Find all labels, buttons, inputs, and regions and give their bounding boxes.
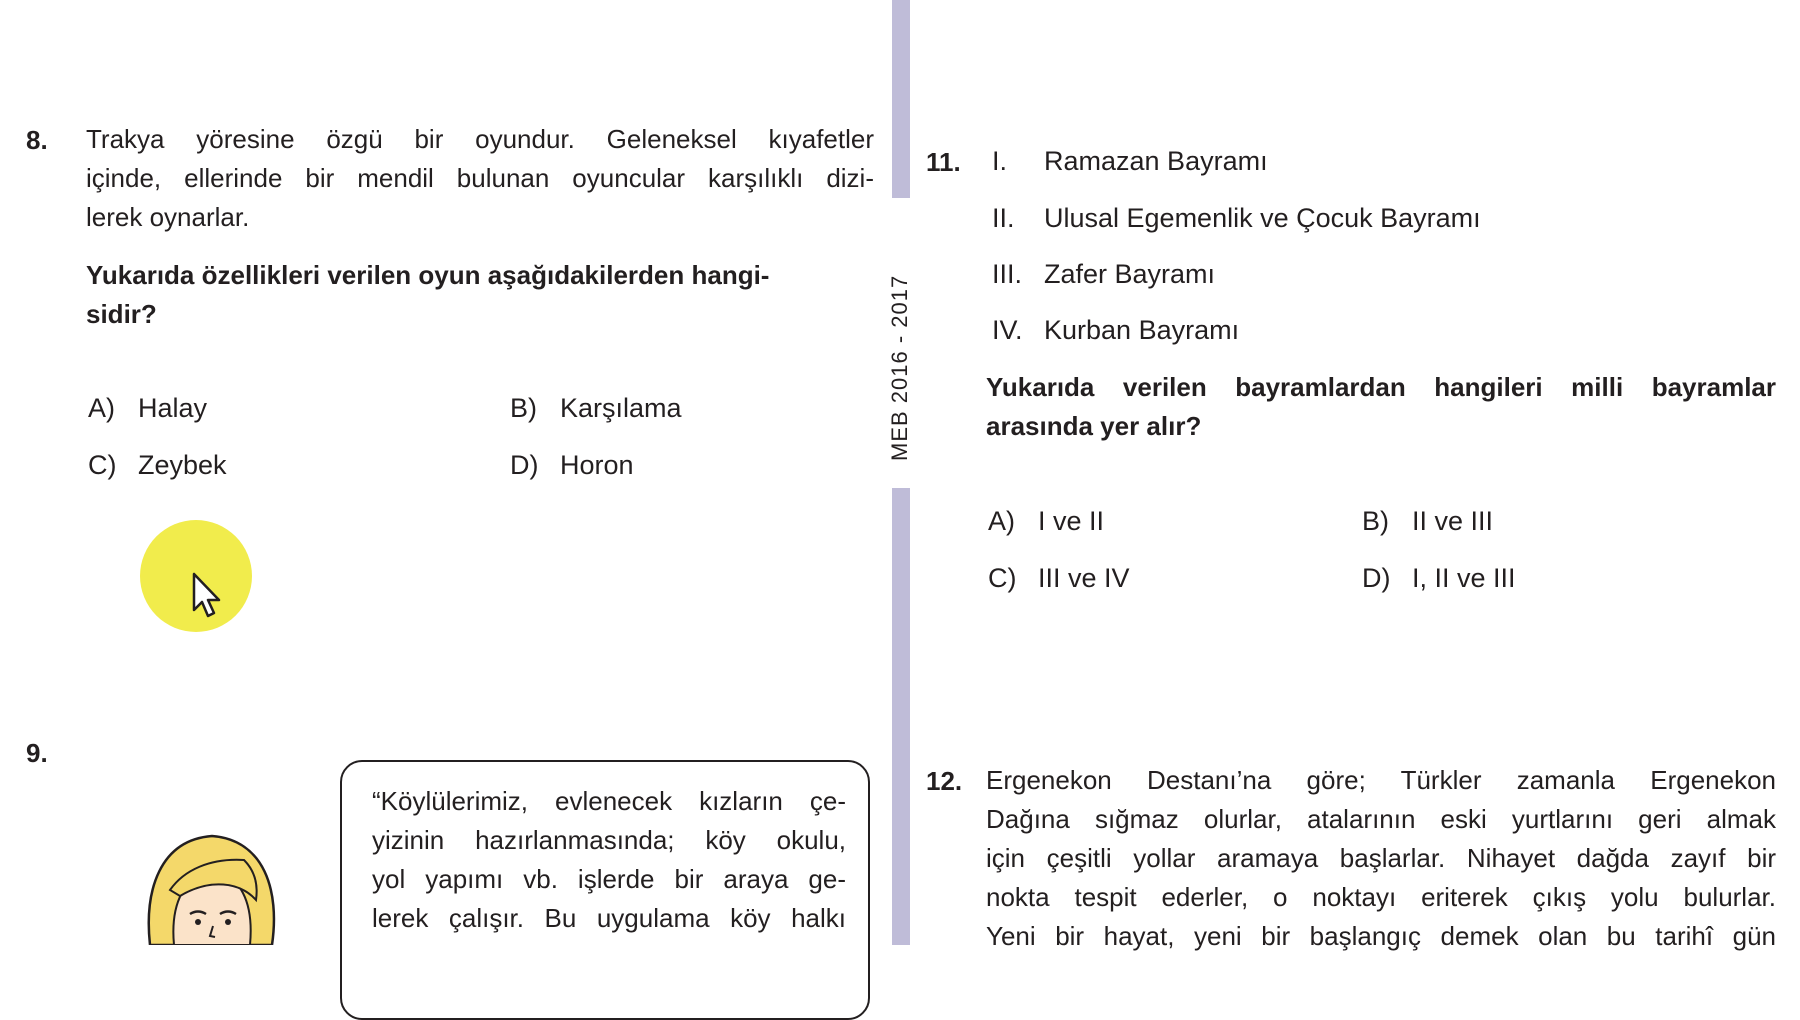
q8-option-b[interactable] xyxy=(510,393,682,424)
speech-line-1: “Köylülerimiz, evlenecek kızların çe- xyxy=(372,786,846,816)
question-11-prompt-line-1: Yukarıda verilen bayramlardan hangileri milli bayramlar xyxy=(986,372,1776,402)
question-12-text xyxy=(986,761,1776,956)
q11-option-b[interactable] xyxy=(1362,506,1493,537)
question-8-text xyxy=(86,120,874,237)
q11-item-2 xyxy=(992,203,1481,234)
q11-option-c-label: C) xyxy=(988,563,1017,593)
q11-option-d[interactable] xyxy=(1362,563,1516,594)
q11-item-1 xyxy=(992,146,1268,177)
q11-item-2-text: Ulusal Egemenlik ve Çocuk Bayramı xyxy=(1044,203,1481,233)
q8-option-c-text: Zeybek xyxy=(138,450,227,480)
q8-option-d[interactable] xyxy=(510,450,634,481)
q11-option-a[interactable] xyxy=(988,506,1104,537)
question-8-line-1: Trakya yöresine özgü bir oyundur. Geleneksel kıyafetler xyxy=(86,124,874,154)
speech-line-2: yizinin hazırlanmasında; köy okulu, xyxy=(372,825,846,855)
question-12-line-4: nokta tespit ederler, o noktayı eriterek çıkış yolu bulurlar. xyxy=(986,882,1776,912)
divider-bar-top xyxy=(892,0,910,198)
q8-option-a[interactable] xyxy=(88,393,207,424)
q11-item-2-roman: II. xyxy=(992,203,1015,233)
q11-option-b-label: B) xyxy=(1362,506,1389,536)
q11-item-4-roman: IV. xyxy=(992,315,1023,345)
q8-option-b-text: Karşılama xyxy=(560,393,682,423)
q11-option-a-text: I ve II xyxy=(1038,506,1105,536)
question-8-line-2: içinde, ellerinde bir mendil bulunan oyuncular karşılıklı dizi- xyxy=(86,163,874,193)
q11-option-d-text: I, II ve III xyxy=(1412,563,1516,593)
q8-option-a-text: Halay xyxy=(138,393,208,423)
q11-option-c-text: III ve IV xyxy=(1038,563,1130,593)
question-12-number: 12. xyxy=(926,766,963,796)
question-8-prompt xyxy=(86,256,876,334)
divider-bar-bottom xyxy=(892,488,910,945)
meb-year-label: MEB 2016 - 2017 xyxy=(887,274,912,461)
q11-item-1-text: Ramazan Bayramı xyxy=(1044,146,1268,176)
question-11-prompt xyxy=(986,368,1776,446)
question-12-line-1: Ergenekon Destanı’na göre; Türkler zamanla Ergenekon xyxy=(986,765,1776,795)
speech-line-3: yol yapımı vb. işlerde bir araya ge- xyxy=(372,864,846,894)
speech-line-4: lerek çalışır. Bu uygulama köy halkı xyxy=(372,903,846,933)
q8-option-d-text: Horon xyxy=(560,450,634,480)
q11-item-3-text: Zafer Bayramı xyxy=(1044,259,1216,289)
question-8-line-3: lerek oynarlar. xyxy=(86,202,250,232)
speech-bubble xyxy=(340,760,870,1020)
q11-option-d-label: D) xyxy=(1362,563,1391,593)
q11-option-b-text: II ve III xyxy=(1412,506,1494,536)
question-12-line-5: Yeni bir hayat, yeni bir başlangıç demek olan bu tarihî gün xyxy=(986,921,1776,951)
q11-option-c[interactable] xyxy=(988,563,1130,594)
question-11-number: 11. xyxy=(926,147,961,177)
question-8-prompt-line-1: Yukarıda özellikleri verilen oyun aşağıdakilerden hangi- xyxy=(86,260,770,290)
q11-item-4 xyxy=(992,315,1239,346)
q8-option-a-label: A) xyxy=(88,393,115,423)
q11-item-3-roman: III. xyxy=(992,259,1023,289)
mouse-pointer-icon xyxy=(192,572,222,620)
woman-illustration xyxy=(140,830,290,945)
q11-item-1-roman: I. xyxy=(992,146,1008,176)
q8-option-b-label: B) xyxy=(510,393,537,423)
question-8-prompt-line-2: sidir? xyxy=(86,299,157,329)
q11-option-a-label: A) xyxy=(988,506,1015,536)
question-12-line-3: için çeşitli yollar aramaya başlarlar. Nihayet dağda zayıf bir xyxy=(986,843,1776,873)
q11-item-3 xyxy=(992,259,1215,290)
q8-option-d-label: D) xyxy=(510,450,539,480)
question-11-prompt-line-2: arasında yer alır? xyxy=(986,411,1202,441)
question-12-line-2: Dağına sığmaz olurlar, atalarının eski yurtlarını geri almak xyxy=(986,804,1776,834)
q8-option-c[interactable] xyxy=(88,450,227,481)
q8-option-c-label: C) xyxy=(88,450,117,480)
question-9-number: 9. xyxy=(26,738,48,768)
q11-item-4-text: Kurban Bayramı xyxy=(1044,315,1240,345)
question-8-number: 8. xyxy=(26,125,48,155)
